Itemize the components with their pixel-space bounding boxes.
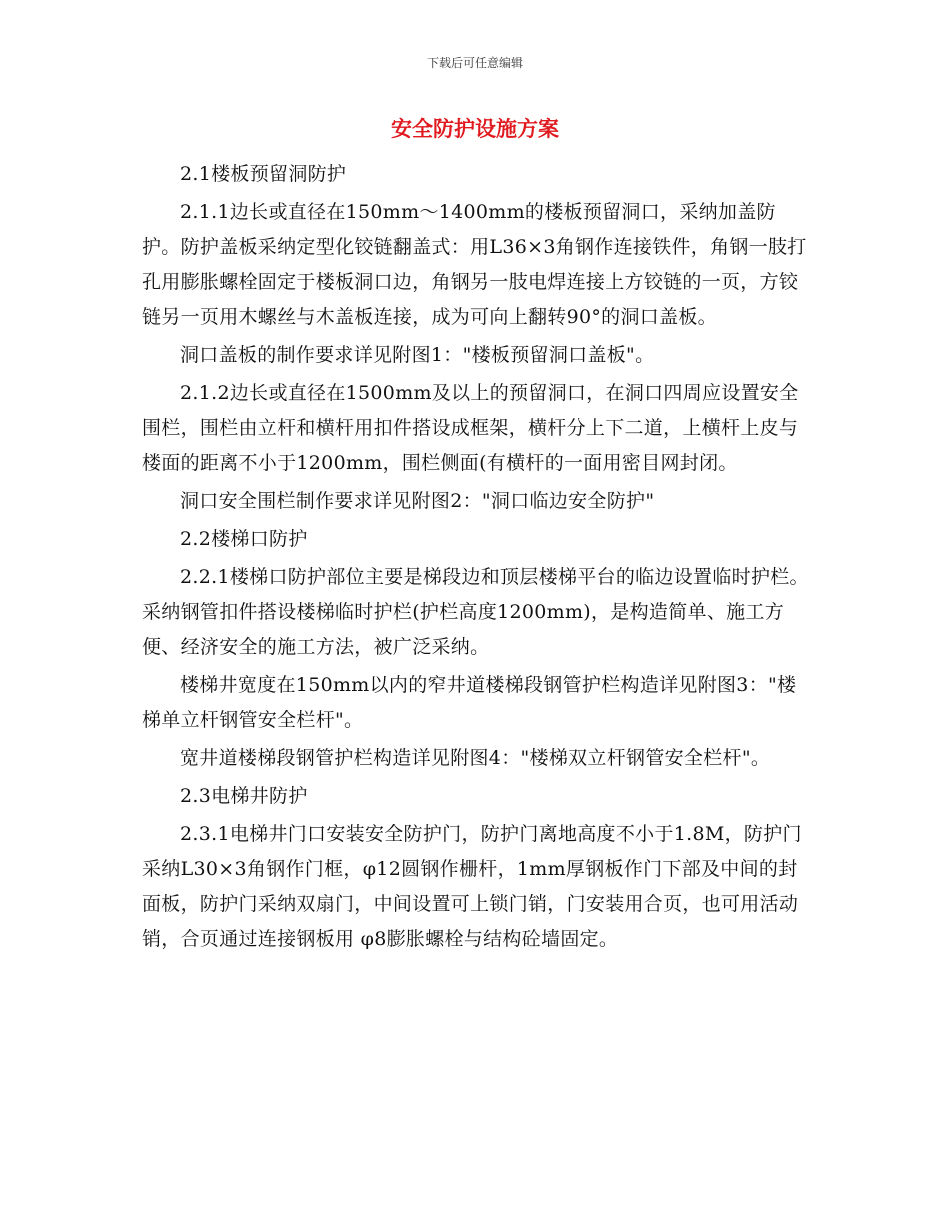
section-heading: 2.1楼板预留洞防护 [180, 163, 347, 185]
body-paragraph: 洞口安全围栏制作要求详见附图2："洞口临边安全防护" [180, 490, 655, 512]
body-paragraph: 洞口盖板的制作要求详见附图1："楼板预留洞口盖板"。 [180, 344, 655, 366]
body-paragraph: 2.1.1边长或直径在150mm～1400mm的楼板预留洞口，采纳加盖防护。防护盖板采纳定型化铰链翻盖式：用L36×3角钢作连接铁件，角钢一肢打孔用膨胀螺栓固定于楼板洞口边，角钢另一肢电焊连接上方铰链的一页，方铰链另一页用木螺丝与木盖板连接，成为可向上翻转90°的洞口盖板。 [142, 201, 807, 328]
body-paragraph: 宽井道楼梯段钢管护栏构造详见附图4："楼梯双立杆钢管安全栏杆"。 [180, 747, 771, 769]
page-header: 下载后可任意编辑 [426, 56, 523, 70]
document-body [142, 157, 814, 960]
body-paragraph: 2.2.1楼梯口防护部位主要是梯段边和顶层楼梯平台的临边设置临时护栏。采纳钢管扣件搭设楼梯临时护栏(护栏高度1200mm)，是构造简单、施工方便、经济安全的施工方法，被广泛采纳。 [142, 566, 809, 658]
body-paragraph: 2.1.2边长或直径在1500mm及以上的预留洞口，在洞口四周应设置安全围栏，围栏由立杆和横杆用扣件搭设成框架，横杆分上下二道，上横杆上皮与楼面的距离不小于1200mm，围栏侧面(有横杆的一面用密目网封闭。 [142, 382, 799, 474]
section-heading: 2.3电梯井防护 [180, 785, 308, 807]
body-paragraph: 2.3.1电梯井门口安装安全防护门，防护门离地高度不小于1.8M，防护门采纳L30×3角钢作门框，φ12圆钢作栅杆，1mm厚钢板作门下部及中间的封面板，防护门采纳双扇门，中间设置可上锁门销，门安装用合页，也可用活动销，合页通过连接钢板用 φ8膨胀螺栓与结构砼墙固定。 [142, 823, 802, 950]
section-heading: 2.2楼梯口防护 [180, 528, 308, 550]
document-title: 安全防护设施方案 [391, 117, 559, 141]
body-paragraph: 楼梯井宽度在150mm以内的窄井道楼梯段钢管护栏构造详见附图3："楼梯单立杆钢管安全栏杆"。 [142, 674, 797, 731]
